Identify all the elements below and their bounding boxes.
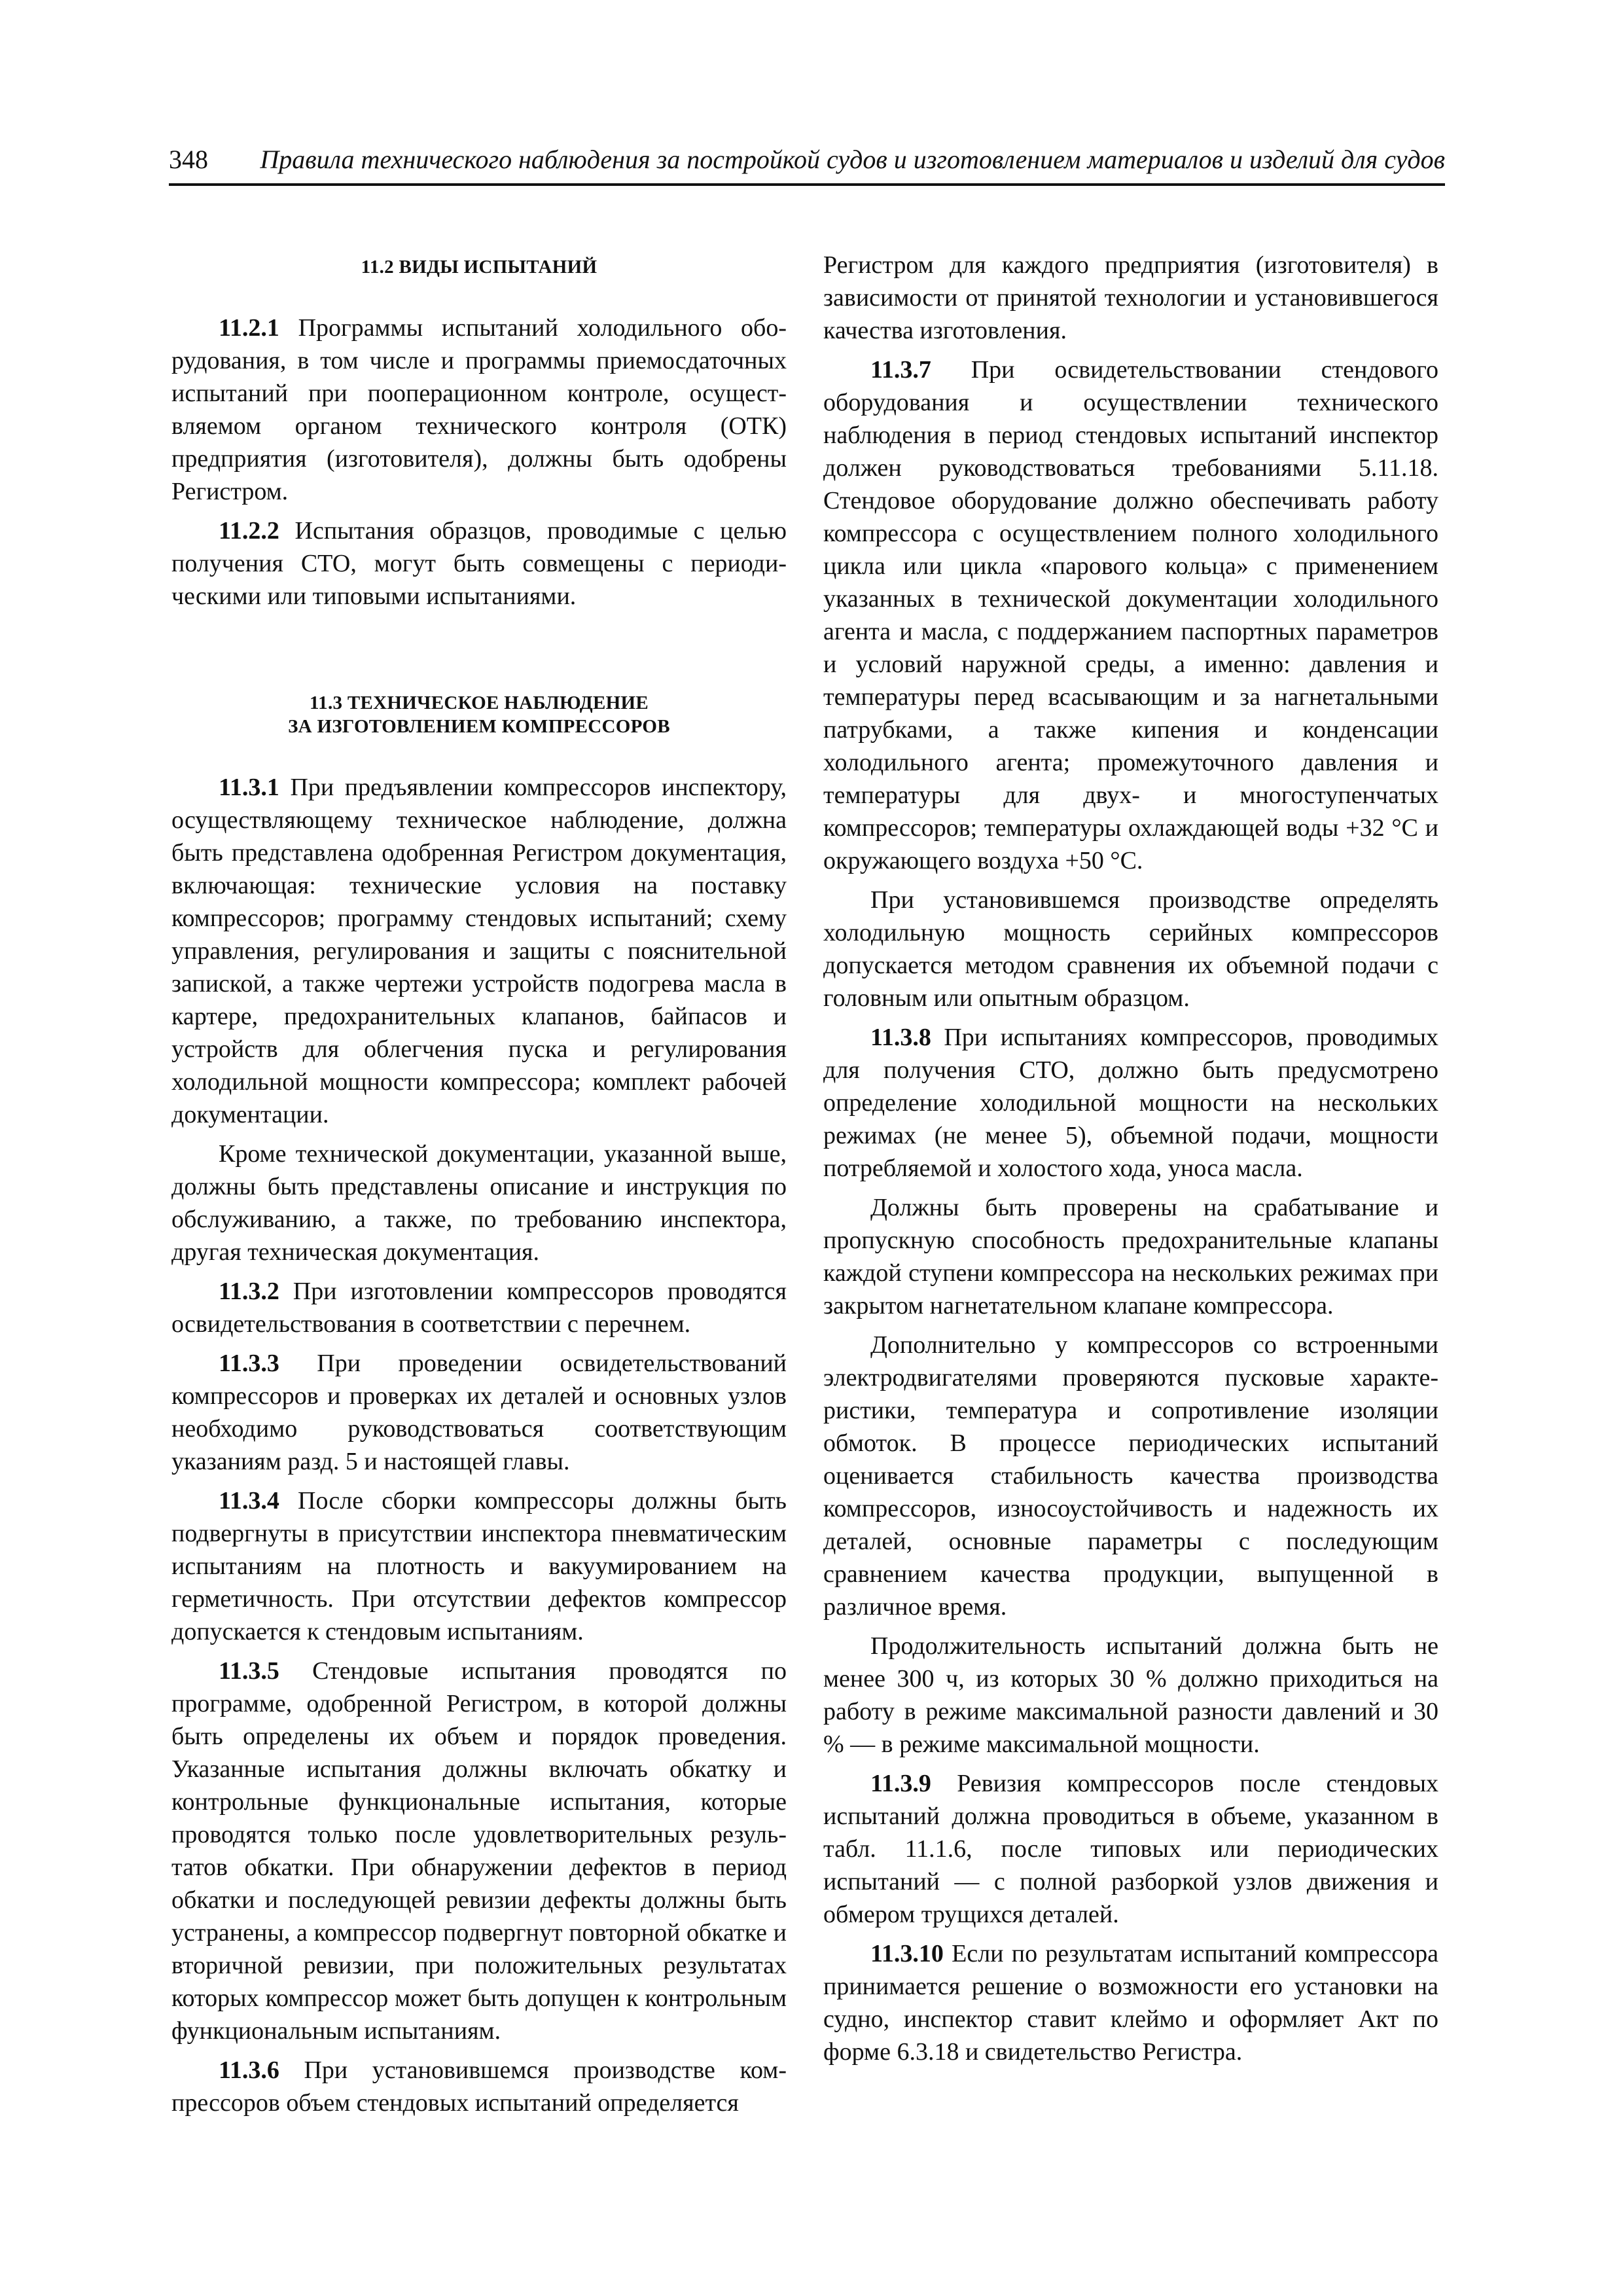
paragraph-11-3-2 [171, 1275, 787, 1340]
page-number: 348 [169, 145, 208, 174]
paragraph-text: Программы испытаний холодильного оборудования, в том числе и программы приемосдаточных испытаний при пооперационном контроле, осуществляемом органом технического контроля (ОТК) предприятия (изготовителя), должны быть одобрены Регистром. [171, 314, 787, 505]
paragraph-11-2-2 [171, 514, 787, 613]
section-heading-11-3-line2: ЗА ИЗГОТОВЛЕНИЕМ КОМПРЕССОРОВ [288, 716, 670, 737]
paragraph-11-3-7-cont: При установившемся производстве определять холодильную мощность серийных компрессоров допускается методом сравнения их объемной подачи с головным или опытным образцом. [823, 886, 1438, 1012]
paragraph-11-3-5 [171, 1655, 787, 2047]
paragraph-text: Если по результатам испытаний компрессора принимается решение о возможности его установки на судно, инспектор ставит клеймо и оформляет Акт по форме 6.3.18 и свидетельство Регистра. [823, 1940, 1438, 2066]
clause-number: 11.3.10 [870, 1940, 944, 1967]
paragraph-text: При предъявлении компрессоров инспектору, осуществляющему техническое наблюдение, должна быть представлена одобренная Регистром документация, включающая: технические условия на поставку компрессоров; программу стендовых испытаний; схему управления, регулирования и защиты с пояснительной запиской, а также чертежи устройств подогрева масла в картере, предохранительных клапанов, байпасов и устройств для облегчения пуска и регулирования холодильной мощности компрессора; комплект рабочей документации. [171, 774, 787, 1128]
paragraph-text: Стендовые испытания проводятся по программе, одобренной Регистром, в которой должны быть определены их объем и порядок проведения. Указанные испытания должны включать обкатку и контрольные функциональные испытания, которые проводятся только после удовлетворительных результатов обкатки. При обнаружении дефектов в период обкатки и последующей ревизии дефекты должны быть устранены, а компрессор подвергнут повторной обкатке и вторичной ревизии, при положительных результатах которых компрессор может быть допущен к контрольным функциональным испытаниям. [171, 1657, 787, 2045]
clause-number: 11.3.1 [219, 774, 279, 801]
paragraph-text: Ревизия компрессоров после стендовых испытаний должна проводиться в объеме, указанном в табл. 11.1.6, после типовых или периодических испытаний — с полной разборкой узлов движения и обмером трущихся деталей. [823, 1770, 1438, 1928]
paragraph-11-3-8-valves: Должны быть проверены на срабатывание и пропускную способность предохранительные клапаны каждой ступени компрессора на нескольких режимах при закрытом нагнетательном клапане компрессора. [823, 1194, 1438, 1319]
clause-number: 11.3.2 [219, 1278, 279, 1305]
paragraph-11-3-4 [171, 1484, 787, 1648]
clause-number: 11.3.6 [219, 2056, 279, 2084]
paragraph-11-3-8-duration: Продолжительность испытаний должна быть не менее 300 ч, из которых 30 % должно приходиться на работу в режиме максимальной разности давлений и 30 % — в режиме максимальной мощности. [823, 1632, 1438, 1758]
paragraph-11-3-8-motors: Дополнительно у компрессоров со встроенными электродвигателями проверяются пусковые характеристики, температура и сопротивление изоляции обмоток. В процессе периодических испытаний оценивается стабильность качества производства компрессоров, износоустойчивость и надежность их деталей, основные параметры с последующим сравнением качества продукции, выпущенной в различное время. [823, 1331, 1438, 1621]
paragraph-text: При испытаниях компрессоров, проводимых для получения СТО, должно быть предусмотрено определение холодильной мощности на нескольких режимах (не менее 5), объемной подачи, мощности потребляемой и холостого хода, уноса масла. [823, 1024, 1438, 1182]
paragraph-11-2-1 [171, 312, 787, 508]
section-heading-11-2 [171, 255, 787, 279]
left-column [171, 249, 787, 2126]
section-heading-11-3-line1: 11.3 ТЕХНИЧЕСКОЕ НАБЛЮДЕНИЕ [309, 692, 649, 713]
clause-number: 11.3.9 [870, 1770, 931, 1797]
paragraph-text: При проведении освидетельствований компрессоров и проверках их деталей и основных узлов необходимо руководствоваться соответствующим указаниям разд. 5 и настоящей главы. [171, 1350, 787, 1475]
paragraph-11-3-6-cont: Регистром для каждого предприятия (изготовителя) в зависимости от принятой технологии и установившегося качества изготовления. [823, 251, 1438, 344]
section-heading-11-3 [171, 691, 787, 738]
paragraph-11-3-9 [823, 1767, 1438, 1931]
clause-number: 11.2.2 [219, 517, 279, 545]
paragraph-11-3-1 [171, 771, 787, 1131]
page-header [169, 144, 1445, 186]
section-heading-11-2-text: 11.2 ВИДЫ ИСПЫТАНИЙ [361, 257, 597, 278]
paragraph-11-3-7 [823, 353, 1438, 877]
paragraph-text: При освидетельствовании стендового оборудования и осуществлении технического наблюдения в период стендовых испытаний инспектор должен руководствоваться требованиями 5.11.18. Стендовое оборудование должно обеспечивать работу компрессора с осуществлением полного холодильного цикла или цикла «парового кольца» с применением указанных в технической документации холодильного агента и масла, с поддержанием паспортных параметров и условий наружной среды, а именно: давления и температуры перед всасывающим и за нагнетальными патрубками, а также кипения и конденсации холодильного агента; промежуточного давления и температуры для двух- и многоступенчатых компрессоров; температуры охлаждающей воды +32 °С и окружающего воздуха +50 °С. [823, 356, 1438, 874]
paragraph-11-3-3 [171, 1347, 787, 1478]
paragraph-11-3-10 [823, 1937, 1438, 2068]
paragraph-text: При установившемся производстве компрессоров объем стендовых испытаний определяется [171, 2056, 787, 2117]
clause-number: 11.3.8 [870, 1024, 931, 1051]
paragraph-text: Испытания образцов, проводимые с целью получения СТО, могут быть совмещены с периодическими или типовыми испытаниями. [171, 517, 787, 610]
paragraph-text: После сборки компрессоры должны быть подвергнуты в присутствии инспектора пневматическим испытаниям на плотность и вакуумированием на герметичность. При отсутствии дефектов компрессор допускается к стендовым испытаниям. [171, 1487, 787, 1645]
clause-number: 11.2.1 [219, 314, 279, 342]
paragraph-11-3-8 [823, 1021, 1438, 1185]
right-column [823, 249, 1438, 2075]
paragraph-11-3-6 [171, 2054, 787, 2119]
clause-number: 11.3.7 [870, 356, 931, 384]
paragraph-11-3-1-cont: Кроме технической документации, указанной выше, должны быть представлены описание и инструкция по обслуживанию, а также, по требованию инспектора, другая техническая документация. [171, 1140, 787, 1266]
clause-number: 11.3.5 [219, 1657, 279, 1685]
clause-number: 11.3.3 [219, 1350, 279, 1377]
running-title: Правила технического наблюдения за постройкой судов и изготовлением материалов и изделий для судов [260, 145, 1445, 174]
paragraph-text: При изготовлении компрессоров проводятся освидетельствования в соответствии с перечнем. [171, 1278, 787, 1338]
clause-number: 11.3.4 [219, 1487, 279, 1515]
